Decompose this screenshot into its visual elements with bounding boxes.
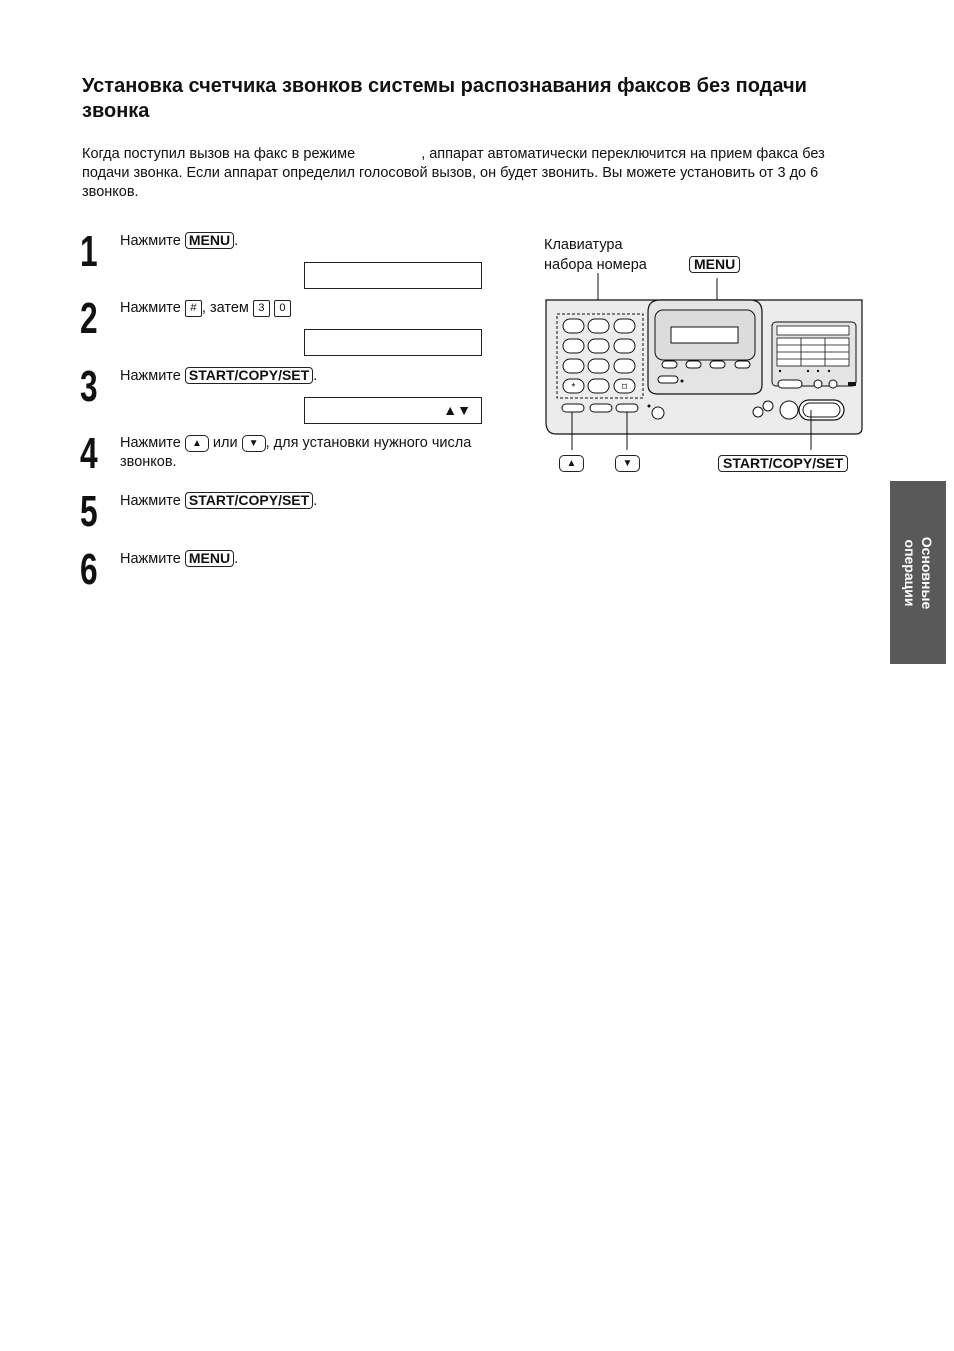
intro-paragraph [82, 145, 862, 202]
lcd-display-1 [304, 262, 482, 289]
step-6-prefix: Нажмите [120, 551, 181, 567]
step-1-text [120, 232, 500, 251]
step-3-suffix: . [313, 368, 318, 384]
navigation-buttons [562, 404, 638, 412]
figure-menu-key: MENU [689, 256, 740, 273]
side-tab-label [901, 536, 935, 609]
side-tab-line-1: Основные [919, 536, 935, 609]
digit-3-key: 3 [253, 300, 270, 317]
lcd-display-2 [304, 329, 482, 356]
figure-down-key: ▼ [615, 455, 640, 472]
step-5-suffix: . [313, 493, 318, 509]
figure-up-key: ▲ [559, 455, 584, 472]
star-key-label: * [571, 382, 576, 393]
up-key: ▲ [185, 435, 209, 452]
step-4-middle: или [212, 435, 238, 451]
step-6-text [120, 550, 500, 569]
step-1-suffix: . [234, 233, 239, 249]
step-3-prefix: Нажмите [120, 368, 181, 384]
page-title: Установка счетчика звонков системы распознавания факсов без подачи звонка [82, 75, 807, 122]
step-3-text [120, 367, 500, 386]
side-tab-line-2: операции [902, 539, 918, 606]
menu-key: MENU [185, 232, 234, 249]
step-number-6: 6 [80, 545, 98, 594]
step-number-5: 5 [80, 487, 98, 536]
intro-part-1: Когда поступил вызов на факс в режиме [82, 146, 356, 162]
step-4-suffix: , для установки нужного числа звонков. [120, 435, 472, 470]
hash-key-label: ⌑ [621, 382, 628, 393]
fax-panel-illustration [540, 270, 870, 450]
intro-part-2: , аппарат автоматически переключится на прием факса без подачи звонка. Если аппарат определил голосовой вызов, он будет звонить. Вы можете установить от 3 до 6 звонков. [82, 146, 825, 200]
keypad-label-line-1: Клавиатура [544, 237, 623, 253]
menu-key: MENU [185, 550, 234, 567]
hash-key: # [185, 300, 202, 317]
lcd-window [671, 327, 738, 343]
step-6-suffix: . [234, 551, 239, 567]
section-side-tab [890, 481, 946, 664]
start-copy-set-key: START/COPY/SET [185, 367, 313, 384]
figure-start-copy-set-key: START/COPY/SET [718, 455, 848, 472]
start-copy-set-key: START/COPY/SET [185, 492, 313, 509]
step-number-2: 2 [80, 294, 98, 343]
step-number-3: 3 [80, 362, 98, 411]
step-2-middle: , затем [201, 300, 249, 316]
step-4-text [120, 434, 500, 472]
step-2-prefix: Нажмите [120, 300, 181, 316]
step-number-4: 4 [80, 429, 98, 478]
lcd-display-3 [304, 397, 482, 424]
keypad-label-line-2: набора номера [544, 257, 647, 273]
step-5-prefix: Нажмите [120, 493, 181, 509]
lcd-arrows: ▲▼ [443, 402, 471, 418]
step-number-1: 1 [80, 227, 98, 276]
start-button-inner [803, 403, 840, 417]
step-2-text [120, 299, 500, 318]
step-1-prefix: Нажмите [120, 233, 181, 249]
down-key: ▼ [242, 435, 266, 452]
digit-0-key: 0 [274, 300, 291, 317]
step-5-text [120, 492, 500, 511]
step-4-prefix: Нажмите [120, 435, 181, 451]
